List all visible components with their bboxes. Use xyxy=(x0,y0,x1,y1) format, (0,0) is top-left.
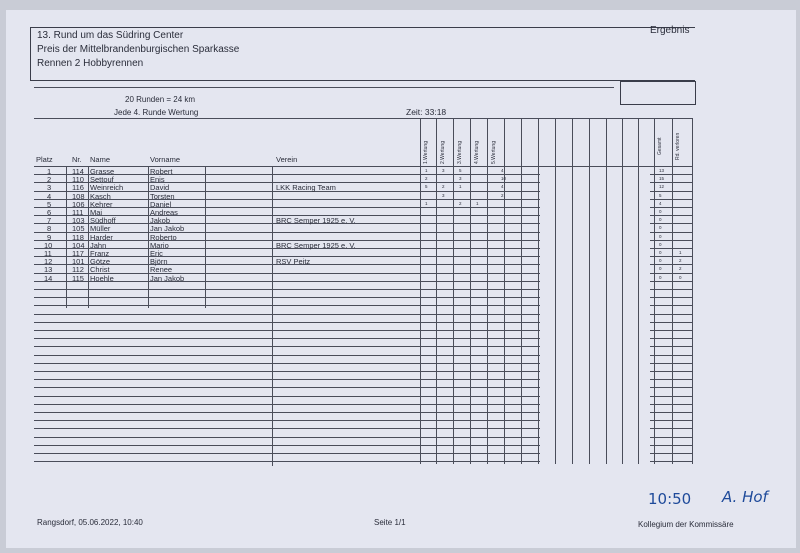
row-platz: 7 xyxy=(47,216,52,226)
score-column-line xyxy=(504,118,505,464)
row-name: Jahn xyxy=(90,240,107,250)
row-verein: RSV Peitz xyxy=(276,257,311,267)
header-bottom-line xyxy=(34,166,692,167)
row-line xyxy=(650,387,692,388)
row-line xyxy=(650,223,692,224)
column-line xyxy=(88,166,89,308)
row-line xyxy=(420,256,540,257)
row-vorname: Roberto xyxy=(150,232,177,242)
row-gesamt: 0 xyxy=(659,266,662,272)
row-line xyxy=(650,248,692,249)
row-nr: 115 xyxy=(72,273,84,283)
race-name: Rennen 2 Hobbyrennen xyxy=(37,58,144,69)
row-line xyxy=(34,346,420,347)
row-line xyxy=(650,346,692,347)
row-line xyxy=(650,420,692,421)
row-line xyxy=(420,404,540,405)
score-column-line xyxy=(436,118,437,464)
row-line xyxy=(34,363,420,364)
row-line xyxy=(650,322,692,323)
row-vorname: Björn xyxy=(150,257,168,267)
score-column-line xyxy=(521,118,522,464)
row-platz: 10 xyxy=(44,240,53,250)
row-nr: 112 xyxy=(72,265,84,275)
row-line xyxy=(650,412,692,413)
row-wertung-4: 1 xyxy=(476,200,479,206)
row-line xyxy=(420,346,540,347)
row-line xyxy=(650,445,692,446)
row-gesamt: 15 xyxy=(659,176,665,182)
row-line xyxy=(420,207,540,208)
row-wertung-2: 3 xyxy=(442,168,445,173)
score-column-line xyxy=(572,118,573,464)
row-line xyxy=(34,297,420,298)
row-gesamt: 0 xyxy=(659,233,662,239)
result-label: Ergebnis xyxy=(650,25,690,36)
row-vorname: Jakob xyxy=(150,216,171,226)
row-line xyxy=(420,461,540,462)
row-line xyxy=(34,404,420,405)
row-line xyxy=(420,396,540,397)
row-line xyxy=(420,199,540,200)
race-distance: 20 Runden = 24 km xyxy=(125,95,196,104)
row-line xyxy=(650,273,692,274)
score-column-line xyxy=(606,118,607,464)
row-rd-verloren: 2 xyxy=(679,258,682,264)
row-nr: 118 xyxy=(72,232,84,242)
score-column-line xyxy=(420,118,421,464)
row-nr: 110 xyxy=(72,175,84,185)
row-line xyxy=(420,273,540,274)
row-platz: 3 xyxy=(47,183,52,193)
row-line xyxy=(420,223,540,224)
row-platz: 13 xyxy=(44,265,53,275)
score-column-line xyxy=(638,118,639,464)
row-verein: LKK Racing Team xyxy=(276,183,336,193)
row-line xyxy=(650,453,692,454)
row-line xyxy=(34,379,420,380)
row-vorname: David xyxy=(150,183,170,193)
row-line xyxy=(34,387,420,388)
row-line xyxy=(650,240,692,241)
row-wertung-5: 2 xyxy=(501,192,504,198)
table-top-line xyxy=(34,118,692,119)
scoring-rule: Jede 4. Runde Wertung xyxy=(114,108,199,117)
row-line xyxy=(650,174,692,175)
row-vorname: Enis xyxy=(150,175,165,185)
row-line xyxy=(34,412,420,413)
row-name: Grasse xyxy=(90,167,115,176)
row-line xyxy=(650,215,692,216)
row-line xyxy=(420,297,540,298)
row-line xyxy=(420,420,540,421)
row-line xyxy=(420,240,540,241)
col-header-vorname: Vorname xyxy=(150,155,181,164)
row-gesamt: 13 xyxy=(659,168,665,173)
row-vorname: Jan Jakob xyxy=(150,224,185,234)
row-line xyxy=(420,314,540,315)
row-line xyxy=(650,305,692,306)
place-date: Rangsdorf, 05.06.2022, 10:40 xyxy=(37,518,143,527)
row-line xyxy=(34,371,420,372)
row-name: Weinreich xyxy=(90,183,124,193)
row-name: Christ xyxy=(90,265,110,275)
row-line xyxy=(420,289,540,290)
column-line xyxy=(205,166,206,308)
col-header-verein: Verein xyxy=(276,155,298,164)
column-line xyxy=(66,166,67,308)
row-line xyxy=(34,420,420,421)
row-name: Harder xyxy=(90,232,113,242)
row-line xyxy=(650,264,692,265)
score-column-line xyxy=(672,118,673,464)
row-vorname: Mario xyxy=(150,240,169,250)
score-column-line xyxy=(555,118,556,464)
row-gesamt: 0 xyxy=(659,217,662,223)
row-name: Hoehle xyxy=(90,273,114,283)
row-line xyxy=(650,182,692,183)
row-gesamt: 0 xyxy=(659,225,662,231)
row-wertung-1: 1 xyxy=(425,168,428,173)
row-gesamt: 12 xyxy=(659,184,665,190)
row-line xyxy=(650,404,692,405)
score-column-line xyxy=(654,118,655,464)
row-nr: 106 xyxy=(72,199,85,209)
row-line xyxy=(650,379,692,380)
row-platz: 5 xyxy=(47,199,52,209)
row-platz: 4 xyxy=(47,191,52,201)
row-line xyxy=(34,289,420,290)
row-line xyxy=(650,207,692,208)
row-line xyxy=(650,330,692,331)
row-vorname: Torsten xyxy=(150,191,175,201)
signature: A. Hof xyxy=(722,488,768,506)
row-line xyxy=(650,314,692,315)
col-header-nr: Nr. xyxy=(72,155,82,164)
row-platz: 11 xyxy=(44,249,52,258)
col-header-wertung-5: 5.Wertung xyxy=(491,141,497,164)
col-header-wertung-4: 4.Wertung xyxy=(474,141,480,164)
row-line xyxy=(650,363,692,364)
row-wertung-3: 1 xyxy=(459,184,462,190)
row-platz: 14 xyxy=(44,273,53,283)
row-vorname: Renee xyxy=(150,265,173,275)
row-line xyxy=(420,248,540,249)
handwritten-time: 10:50 xyxy=(648,490,692,508)
row-line xyxy=(650,461,692,462)
row-name: Mai xyxy=(90,208,103,217)
score-column-line xyxy=(622,118,623,464)
row-platz: 6 xyxy=(47,208,52,217)
row-nr: 104 xyxy=(72,240,85,250)
col-header-name: Name xyxy=(90,155,111,164)
result-box xyxy=(620,81,696,105)
row-platz: 2 xyxy=(47,175,52,185)
score-column-line xyxy=(470,118,471,464)
row-line xyxy=(420,412,540,413)
row-name: Kehrer xyxy=(90,199,113,209)
row-line xyxy=(34,445,420,446)
row-nr: 111 xyxy=(72,208,84,217)
row-wertung-1: 2 xyxy=(425,176,428,182)
score-column-line xyxy=(538,118,539,464)
event-title: 13. Rund um das Südring Center xyxy=(37,30,184,41)
row-name: Franz xyxy=(90,249,110,258)
row-wertung-1: 5 xyxy=(425,184,428,190)
col-header-wertung-3: 3.Wertung xyxy=(457,141,463,164)
row-line xyxy=(420,281,540,282)
row-wertung-5: 4 xyxy=(501,168,504,173)
row-line xyxy=(650,437,692,438)
row-name: Götze xyxy=(90,257,111,267)
row-vorname: Andreas xyxy=(150,208,178,217)
row-line xyxy=(420,191,540,192)
col-header-platz: Platz xyxy=(36,155,53,164)
row-line xyxy=(420,437,540,438)
row-line xyxy=(420,232,540,233)
row-line xyxy=(34,453,420,454)
row-line xyxy=(420,428,540,429)
row-line xyxy=(650,355,692,356)
row-line xyxy=(420,355,540,356)
row-line xyxy=(650,281,692,282)
row-vorname: Robert xyxy=(150,167,173,176)
row-line xyxy=(650,371,692,372)
row-gesamt: 4 xyxy=(659,200,662,206)
row-line xyxy=(420,338,540,339)
col-header-gesamt: Gesamt xyxy=(657,137,663,155)
row-line xyxy=(650,232,692,233)
row-line xyxy=(34,314,420,315)
row-rd-verloren: 2 xyxy=(679,266,682,272)
row-wertung-3: 5 xyxy=(459,168,462,173)
row-gesamt: 0 xyxy=(659,241,662,247)
row-line xyxy=(420,453,540,454)
row-wertung-3: 3 xyxy=(459,176,462,182)
row-line xyxy=(420,182,540,183)
row-gesamt: 0 xyxy=(659,209,662,214)
row-vorname: Eric xyxy=(150,249,163,258)
row-wertung-2: 2 xyxy=(442,184,445,190)
row-platz: 1 xyxy=(47,167,52,176)
row-line xyxy=(650,297,692,298)
row-vorname: Daniel xyxy=(150,199,172,209)
page-number: Seite 1/1 xyxy=(374,518,406,527)
row-line xyxy=(420,174,540,175)
row-line xyxy=(650,199,692,200)
row-platz: 9 xyxy=(47,232,52,242)
row-gesamt: 5 xyxy=(659,192,662,198)
col-header-rd-verloren: Rd. verloren xyxy=(675,132,681,160)
row-verein: BRC Semper 1925 e. V. xyxy=(276,216,356,226)
row-line xyxy=(34,437,420,438)
row-wertung-2: 3 xyxy=(442,192,445,198)
row-name: Müller xyxy=(90,224,111,234)
col-header-wertung-2: 2.Wertung xyxy=(440,141,446,164)
row-verein: BRC Semper 1925 e. V. xyxy=(276,240,356,250)
row-line xyxy=(34,330,420,331)
row-nr: 114 xyxy=(72,167,84,176)
row-line xyxy=(34,355,420,356)
row-name: Kasch xyxy=(90,191,111,201)
row-line xyxy=(420,264,540,265)
row-line xyxy=(34,461,420,462)
row-vorname: Jan Jakob xyxy=(150,273,185,283)
event-sponsor: Preis der Mittelbrandenburgischen Sparkasse xyxy=(37,44,240,55)
row-gesamt: 0 xyxy=(659,258,662,264)
score-column-line xyxy=(589,118,590,464)
row-line xyxy=(34,305,420,306)
row-line xyxy=(650,396,692,397)
column-line xyxy=(272,166,273,466)
row-platz: 8 xyxy=(47,224,52,234)
row-line xyxy=(650,338,692,339)
row-line xyxy=(420,215,540,216)
row-line xyxy=(420,387,540,388)
row-nr: 105 xyxy=(72,224,85,234)
row-line xyxy=(420,322,540,323)
row-line xyxy=(420,305,540,306)
row-rd-verloren: 1 xyxy=(679,250,682,255)
column-line xyxy=(148,166,149,308)
row-line xyxy=(34,322,420,323)
score-column-line xyxy=(692,118,693,464)
row-line xyxy=(420,445,540,446)
row-line xyxy=(34,396,420,397)
rule-line xyxy=(34,87,614,88)
row-wertung-3: 2 xyxy=(459,200,462,206)
race-time: Zeit: 33:18 xyxy=(406,107,447,117)
row-line xyxy=(420,330,540,331)
row-line xyxy=(420,379,540,380)
row-wertung-5: 10 xyxy=(501,176,507,182)
row-line xyxy=(650,289,692,290)
commission-label: Kollegium der Kommissäre xyxy=(638,520,734,529)
row-line xyxy=(650,428,692,429)
row-nr: 108 xyxy=(72,191,85,201)
row-platz: 12 xyxy=(44,257,53,267)
row-line xyxy=(34,338,420,339)
row-name: Settouf xyxy=(90,175,114,185)
row-nr: 116 xyxy=(72,183,84,193)
row-name: Südhoff xyxy=(90,216,116,226)
row-line xyxy=(650,256,692,257)
row-line xyxy=(420,363,540,364)
row-nr: 103 xyxy=(72,216,85,226)
row-line xyxy=(34,428,420,429)
row-wertung-5: 4 xyxy=(501,184,504,190)
row-rd-verloren: 0 xyxy=(679,274,682,280)
row-gesamt: 0 xyxy=(659,274,662,280)
score-column-line xyxy=(453,118,454,464)
row-line xyxy=(650,191,692,192)
row-line xyxy=(420,371,540,372)
row-nr: 117 xyxy=(72,249,84,258)
score-column-line xyxy=(487,118,488,464)
row-gesamt: 0 xyxy=(659,250,662,255)
row-wertung-1: 1 xyxy=(425,200,428,206)
row-nr: 101 xyxy=(72,257,85,267)
col-header-wertung-1: 1.Wertung xyxy=(423,141,429,164)
